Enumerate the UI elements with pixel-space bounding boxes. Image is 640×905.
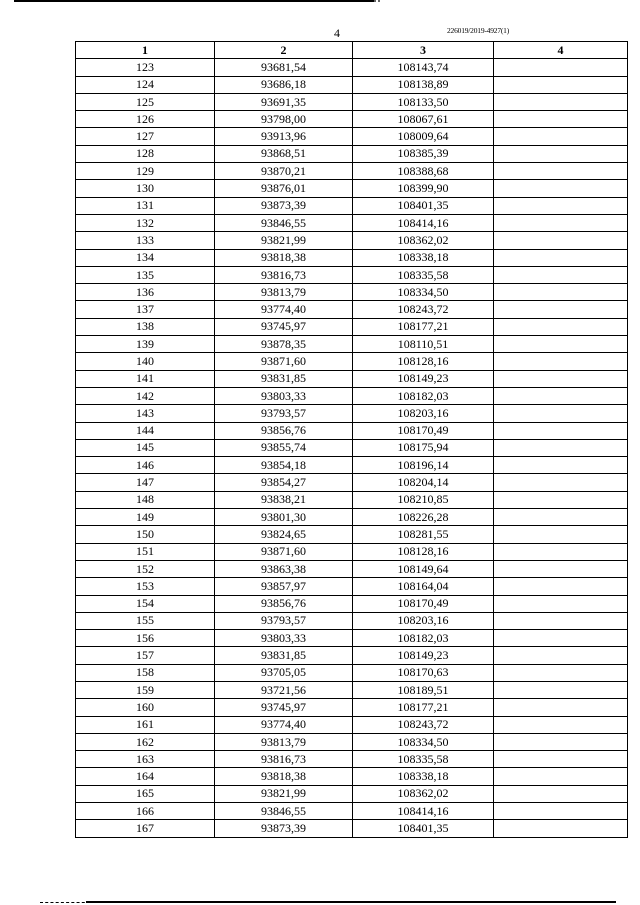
table-cell: 108334,50 xyxy=(353,284,494,301)
table-cell: 108210,85 xyxy=(353,491,494,508)
table-cell: 147 xyxy=(76,474,215,491)
table-cell: 108243,72 xyxy=(353,716,494,733)
table-cell: 155 xyxy=(76,612,215,629)
table-cell: 93857,97 xyxy=(215,578,353,595)
table-row xyxy=(76,681,628,698)
table-cell: 127 xyxy=(76,128,215,145)
column-header: 3 xyxy=(353,42,494,59)
table-cell: 131 xyxy=(76,197,215,214)
table-cell xyxy=(494,301,628,318)
table-row xyxy=(76,439,628,456)
table-cell: 108362,02 xyxy=(353,232,494,249)
table-cell: 108401,35 xyxy=(353,820,494,837)
table-cell: 146 xyxy=(76,457,215,474)
table-cell: 108177,21 xyxy=(353,699,494,716)
table-cell xyxy=(494,318,628,335)
table-cell xyxy=(494,526,628,543)
table-cell xyxy=(494,543,628,560)
table-cell: 108335,58 xyxy=(353,751,494,768)
document-reference: 226019/2019-4927(1) xyxy=(447,26,510,35)
table-cell: 164 xyxy=(76,768,215,785)
table-cell: 93838,21 xyxy=(215,491,353,508)
table-cell: 152 xyxy=(76,560,215,577)
table-cell xyxy=(494,699,628,716)
table-cell xyxy=(494,751,628,768)
table-cell: 93803,33 xyxy=(215,630,353,647)
table-row xyxy=(76,422,628,439)
table-cell: 108009,64 xyxy=(353,128,494,145)
table-row xyxy=(76,214,628,231)
table-cell xyxy=(494,145,628,162)
table-cell: 167 xyxy=(76,820,215,837)
table-row xyxy=(76,163,628,180)
table-cell: 108385,39 xyxy=(353,145,494,162)
table-row xyxy=(76,76,628,93)
table-cell: 162 xyxy=(76,733,215,750)
table-cell: 108189,51 xyxy=(353,681,494,698)
table-cell: 108110,51 xyxy=(353,336,494,353)
table-cell: 108203,16 xyxy=(353,612,494,629)
table-cell xyxy=(494,266,628,283)
table-row xyxy=(76,803,628,820)
table-cell xyxy=(494,785,628,802)
table-cell xyxy=(494,560,628,577)
table-cell: 93745,97 xyxy=(215,318,353,335)
table-cell: 108401,35 xyxy=(353,197,494,214)
table-cell: 135 xyxy=(76,266,215,283)
table-cell: 93803,33 xyxy=(215,387,353,404)
table-cell xyxy=(494,716,628,733)
table-cell: 93813,79 xyxy=(215,733,353,750)
table-cell: 166 xyxy=(76,803,215,820)
table-cell: 108133,50 xyxy=(353,93,494,110)
table-cell: 136 xyxy=(76,284,215,301)
table-cell: 163 xyxy=(76,751,215,768)
table-cell: 93878,35 xyxy=(215,336,353,353)
table-cell: 108203,16 xyxy=(353,405,494,422)
table-cell xyxy=(494,180,628,197)
table-cell: 108182,03 xyxy=(353,387,494,404)
table-cell xyxy=(494,733,628,750)
table-cell: 93913,96 xyxy=(215,128,353,145)
table-cell xyxy=(494,111,628,128)
table-cell xyxy=(494,509,628,526)
table-body xyxy=(76,59,628,837)
table-cell: 93821,99 xyxy=(215,785,353,802)
table-cell: 93854,27 xyxy=(215,474,353,491)
table-row xyxy=(76,509,628,526)
table-row xyxy=(76,353,628,370)
table-cell xyxy=(494,214,628,231)
table-cell: 156 xyxy=(76,630,215,647)
table-cell: 93691,35 xyxy=(215,93,353,110)
table-row xyxy=(76,578,628,595)
table-cell: 93818,38 xyxy=(215,768,353,785)
table-cell: 108226,28 xyxy=(353,509,494,526)
table-row xyxy=(76,111,628,128)
table-cell: 93871,60 xyxy=(215,353,353,370)
table-cell xyxy=(494,439,628,456)
table-cell: 139 xyxy=(76,336,215,353)
table-row xyxy=(76,647,628,664)
table-cell: 128 xyxy=(76,145,215,162)
table-row xyxy=(76,370,628,387)
table-header-row xyxy=(76,42,628,59)
table-cell xyxy=(494,353,628,370)
table-cell xyxy=(494,612,628,629)
table-cell: 141 xyxy=(76,370,215,387)
top-scan-marks xyxy=(270,0,380,6)
bottom-rule xyxy=(86,901,616,903)
table-cell: 108388,68 xyxy=(353,163,494,180)
table-row xyxy=(76,543,628,560)
table-cell: 153 xyxy=(76,578,215,595)
table-cell: 149 xyxy=(76,509,215,526)
table-cell: 108414,16 xyxy=(353,214,494,231)
table-cell: 93816,73 xyxy=(215,751,353,768)
table-row xyxy=(76,612,628,629)
table-cell: 108399,90 xyxy=(353,180,494,197)
table-cell xyxy=(494,93,628,110)
table-cell xyxy=(494,370,628,387)
table-row xyxy=(76,93,628,110)
table-cell: 108149,64 xyxy=(353,560,494,577)
table-row xyxy=(76,284,628,301)
table-cell: 125 xyxy=(76,93,215,110)
table-cell xyxy=(494,128,628,145)
table-cell: 108177,21 xyxy=(353,318,494,335)
table-cell: 129 xyxy=(76,163,215,180)
table-cell: 165 xyxy=(76,785,215,802)
table-cell: 93774,40 xyxy=(215,301,353,318)
table-cell: 145 xyxy=(76,439,215,456)
table-cell xyxy=(494,491,628,508)
table-row xyxy=(76,785,628,802)
table-cell: 108170,49 xyxy=(353,422,494,439)
table-cell xyxy=(494,76,628,93)
table-cell: 160 xyxy=(76,699,215,716)
table-cell: 93870,21 xyxy=(215,163,353,180)
table-cell: 93856,76 xyxy=(215,422,353,439)
table-cell: 93824,65 xyxy=(215,526,353,543)
table-cell: 126 xyxy=(76,111,215,128)
table-cell: 144 xyxy=(76,422,215,439)
table-row xyxy=(76,474,628,491)
table-row xyxy=(76,59,628,76)
table-cell: 93721,56 xyxy=(215,681,353,698)
table-cell: 93705,05 xyxy=(215,664,353,681)
table-cell: 151 xyxy=(76,543,215,560)
table-cell: 108182,03 xyxy=(353,630,494,647)
table-row xyxy=(76,664,628,681)
table-cell: 108138,89 xyxy=(353,76,494,93)
table-row xyxy=(76,751,628,768)
table-cell: 93873,39 xyxy=(215,820,353,837)
table-cell: 108362,02 xyxy=(353,785,494,802)
table-row xyxy=(76,145,628,162)
table-cell: 93856,76 xyxy=(215,595,353,612)
table-row xyxy=(76,820,628,837)
table-cell xyxy=(494,803,628,820)
table-cell: 148 xyxy=(76,491,215,508)
table-row xyxy=(76,128,628,145)
table-cell: 93813,79 xyxy=(215,284,353,301)
table-cell: 108067,61 xyxy=(353,111,494,128)
table-cell: 108149,23 xyxy=(353,370,494,387)
table-cell: 93831,85 xyxy=(215,647,353,664)
table-row xyxy=(76,716,628,733)
table-cell: 108204,14 xyxy=(353,474,494,491)
table-cell xyxy=(494,59,628,76)
table-cell: 108281,55 xyxy=(353,526,494,543)
table-cell: 93774,40 xyxy=(215,716,353,733)
table-row xyxy=(76,180,628,197)
table-cell: 123 xyxy=(76,59,215,76)
table-cell: 93818,38 xyxy=(215,249,353,266)
table-cell: 93793,57 xyxy=(215,612,353,629)
table-cell: 108128,16 xyxy=(353,543,494,560)
column-header: 1 xyxy=(76,42,215,59)
table-cell: 93821,99 xyxy=(215,232,353,249)
table-cell: 93816,73 xyxy=(215,266,353,283)
table-cell: 138 xyxy=(76,318,215,335)
table-cell xyxy=(494,474,628,491)
table-cell xyxy=(494,578,628,595)
table-cell: 108335,58 xyxy=(353,266,494,283)
table-cell: 161 xyxy=(76,716,215,733)
table-cell xyxy=(494,197,628,214)
table-cell xyxy=(494,768,628,785)
table-cell xyxy=(494,405,628,422)
table-cell: 108170,49 xyxy=(353,595,494,612)
coordinates-table xyxy=(75,41,628,838)
table-cell: 108338,18 xyxy=(353,768,494,785)
table-cell: 108175,94 xyxy=(353,439,494,456)
table-cell: 108128,16 xyxy=(353,353,494,370)
table-cell: 158 xyxy=(76,664,215,681)
table-row xyxy=(76,232,628,249)
table-cell xyxy=(494,284,628,301)
table-row xyxy=(76,491,628,508)
table-cell: 108170,63 xyxy=(353,664,494,681)
table-cell: 93873,39 xyxy=(215,197,353,214)
table-row xyxy=(76,197,628,214)
table-cell: 93831,85 xyxy=(215,370,353,387)
table-cell: 140 xyxy=(76,353,215,370)
table-cell: 93681,54 xyxy=(215,59,353,76)
table-cell: 93846,55 xyxy=(215,803,353,820)
table-row xyxy=(76,733,628,750)
table-row xyxy=(76,336,628,353)
table-cell: 108334,50 xyxy=(353,733,494,750)
column-header: 2 xyxy=(215,42,353,59)
table-cell xyxy=(494,647,628,664)
table-row xyxy=(76,699,628,716)
table-cell: 93793,57 xyxy=(215,405,353,422)
table-row xyxy=(76,630,628,647)
table-cell: 124 xyxy=(76,76,215,93)
table-row xyxy=(76,526,628,543)
table-cell: 143 xyxy=(76,405,215,422)
table-cell: 108196,14 xyxy=(353,457,494,474)
table-cell: 108338,18 xyxy=(353,249,494,266)
table-cell: 142 xyxy=(76,387,215,404)
table-cell xyxy=(494,387,628,404)
table-cell xyxy=(494,457,628,474)
table-cell: 154 xyxy=(76,595,215,612)
table-cell xyxy=(494,630,628,647)
table-cell: 108149,23 xyxy=(353,647,494,664)
table-cell: 157 xyxy=(76,647,215,664)
table-cell: 93801,30 xyxy=(215,509,353,526)
table-row xyxy=(76,318,628,335)
table-cell: 93863,38 xyxy=(215,560,353,577)
table-cell xyxy=(494,249,628,266)
table-row xyxy=(76,266,628,283)
table-row xyxy=(76,768,628,785)
table-cell xyxy=(494,681,628,698)
table-cell xyxy=(494,163,628,180)
table-cell: 159 xyxy=(76,681,215,698)
table-cell xyxy=(494,232,628,249)
table-row xyxy=(76,595,628,612)
table-cell: 108414,16 xyxy=(353,803,494,820)
table-cell: 133 xyxy=(76,232,215,249)
table-cell: 134 xyxy=(76,249,215,266)
table-cell xyxy=(494,422,628,439)
table-cell: 93871,60 xyxy=(215,543,353,560)
table-cell: 108243,72 xyxy=(353,301,494,318)
table-row xyxy=(76,457,628,474)
table-cell: 93846,55 xyxy=(215,214,353,231)
table-row xyxy=(76,405,628,422)
table-row xyxy=(76,301,628,318)
table-row xyxy=(76,249,628,266)
table-cell: 93798,00 xyxy=(215,111,353,128)
table-cell xyxy=(494,595,628,612)
table-cell: 93876,01 xyxy=(215,180,353,197)
table-cell: 93868,51 xyxy=(215,145,353,162)
table-cell: 132 xyxy=(76,214,215,231)
table-cell: 93686,18 xyxy=(215,76,353,93)
table-cell xyxy=(494,664,628,681)
table-cell: 130 xyxy=(76,180,215,197)
table-row xyxy=(76,387,628,404)
table-cell: 108143,74 xyxy=(353,59,494,76)
table-cell: 137 xyxy=(76,301,215,318)
table-cell xyxy=(494,820,628,837)
table-cell: 108164,04 xyxy=(353,578,494,595)
bottom-dash xyxy=(40,902,90,904)
table-row xyxy=(76,560,628,577)
column-header: 4 xyxy=(494,42,628,59)
table-cell: 150 xyxy=(76,526,215,543)
page-number: 4 xyxy=(334,26,340,40)
table-cell: 93745,97 xyxy=(215,699,353,716)
table-cell: 93855,74 xyxy=(215,439,353,456)
table-cell xyxy=(494,336,628,353)
table-cell: 93854,18 xyxy=(215,457,353,474)
